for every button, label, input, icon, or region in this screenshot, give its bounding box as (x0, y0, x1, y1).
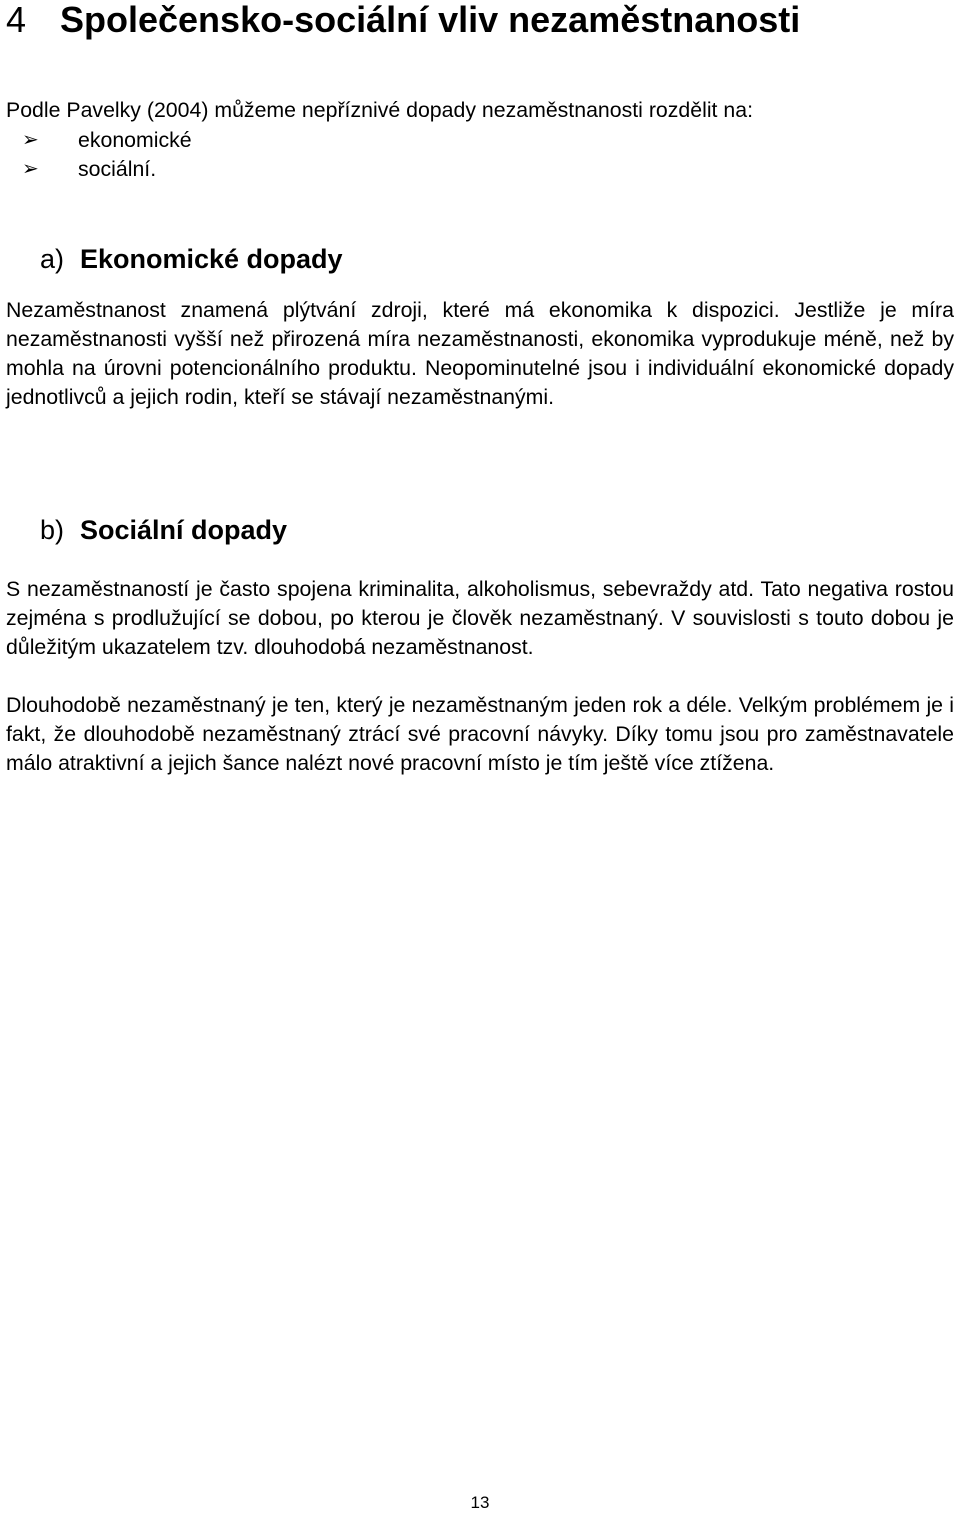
section-b-letter: b) (40, 515, 65, 545)
bullet-list (22, 126, 192, 184)
arrow-bullet-icon: ➢ (22, 158, 39, 180)
list-item (22, 126, 192, 155)
section-b-heading (40, 513, 287, 547)
section-a-heading-text: Ekonomické dopady (80, 244, 343, 274)
page-number: 13 (470, 1493, 490, 1512)
section-a-heading (40, 242, 343, 276)
chapter-number: 4 (6, 0, 27, 40)
arrow-bullet-icon: ➢ (22, 129, 39, 151)
section-a-letter: a) (40, 244, 65, 274)
section-b-paragraph-1: S nezaměstnaností je často spojena kriminalita, alkoholismus, sebevraždy atd. Tato negativa rostou zejména s prodlužující se dobou, po kterou je člověk nezaměstnaný. V souvislosti s touto dobou je důležitým ukazatelem tzv. dlouhodobá nezaměstnanost. (6, 577, 954, 659)
bullet-text: sociální. (78, 157, 157, 181)
list-item (22, 155, 192, 184)
chapter-title (6, 0, 800, 40)
intro-paragraph: Podle Pavelky (2004) můžeme nepříznivé dopady nezaměstnanosti rozdělit na: (6, 98, 753, 122)
section-b-heading-text: Sociální dopady (80, 515, 288, 545)
bullet-text: ekonomické (78, 128, 192, 152)
chapter-title-text: Společensko-sociální vliv nezaměstnanosti (60, 0, 801, 40)
section-a-paragraph: Nezaměstnanost znamená plýtvání zdroji, které má ekonomika k dispozici. Jestliže je míra nezaměstnanosti vyšší než přirozená míra nezaměstnanosti, ekonomika vyprodukuje méně, než by mohla na úrovni potencionálního produktu. Neopominutelné jsou i individuální ekonomické dopady jednotlivců a jejich rodin, kteří se stávají nezaměstnanými. (6, 298, 954, 409)
section-b-paragraph-2: Dlouhodobě nezaměstnaný je ten, který je nezaměstnaným jeden rok a déle. Velkým problémem je i fakt, že dlouhodobě nezaměstnaný ztrácí své pracovní návyky. Díky tomu jsou pro zaměstnavatele málo atraktivní a jejich šance nalézt nové pracovní místo je tím ještě více ztížena. (6, 693, 954, 775)
